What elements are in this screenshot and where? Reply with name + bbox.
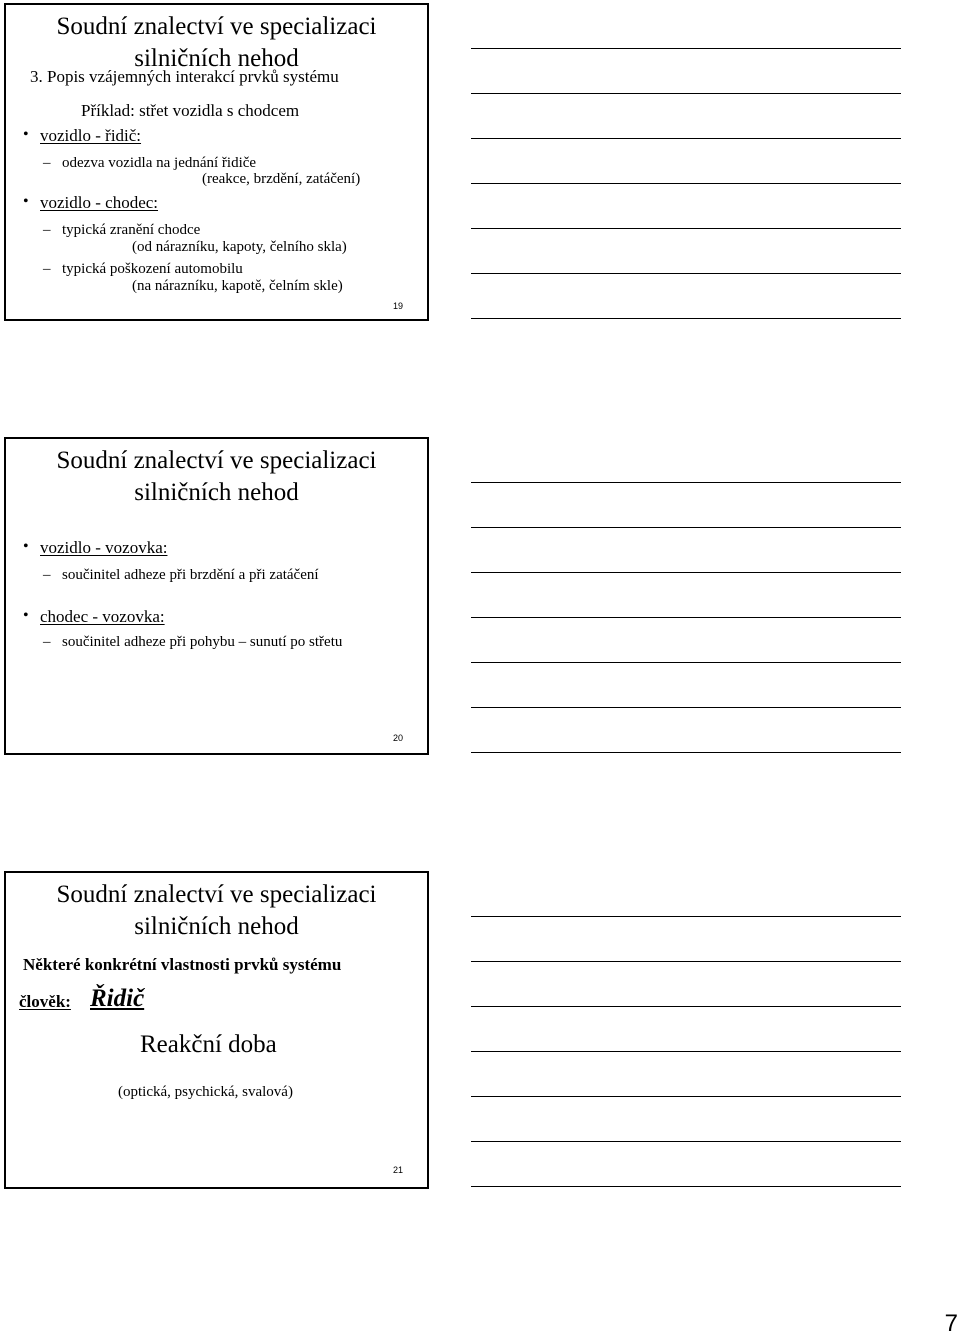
reaction-time: Reakční doba — [140, 1031, 277, 1058]
bullet-vehicle-pedestrian: • vozidlo - chodec: — [40, 193, 158, 213]
sub-vehicle-response-detail: (reakce, brzdění, zatáčení) — [202, 171, 361, 187]
note-line — [471, 93, 901, 94]
note-line — [471, 1096, 901, 1097]
note-line — [471, 482, 901, 483]
note-line — [471, 228, 901, 229]
sub-adhesion-braking — [43, 567, 319, 584]
slide-number: 19 — [392, 301, 403, 311]
sub-vehicle-response — [43, 155, 257, 172]
bullet-pedestrian-road: • chodec - vozovka: — [40, 607, 165, 627]
note-line — [471, 273, 901, 274]
note-line — [471, 138, 901, 139]
note-line — [471, 707, 901, 708]
slide-title: Soudní znalectví ve specializaci silničních nehod — [56, 13, 377, 72]
page-number: 7 — [944, 1310, 958, 1337]
bullet-vehicle-road: • vozidlo - vozovka: — [40, 538, 167, 558]
sub-text: součinitel adheze při pohybu – sunutí po střetu — [62, 634, 343, 650]
slide-20 — [4, 437, 429, 755]
note-line — [471, 527, 901, 528]
bullet-vehicle-driver: • vozidlo - řidič: — [40, 126, 141, 146]
slide-title: Soudní znalectví ve specializaci silničních nehod — [56, 881, 377, 940]
note-line — [471, 662, 901, 663]
dash-marker: – — [43, 567, 51, 583]
properties-heading: Některé konkrétní vlastnosti prvků systému — [23, 955, 342, 974]
sub-text: typická zranění chodce — [62, 222, 201, 238]
note-line — [471, 916, 901, 917]
slide-subtitle: 3. Popis vzájemných interakcí prvků systému — [30, 67, 339, 86]
slide-19 — [4, 3, 429, 321]
note-line — [471, 1186, 901, 1187]
driver-label: Řidič — [90, 985, 145, 1012]
note-line — [471, 617, 901, 618]
sub-text: typická poškození automobilu — [62, 261, 243, 277]
sub-pedestrian-injuries-detail: (od nárazníku, kapoty, čelního skla) — [132, 239, 347, 255]
sub-car-damage — [43, 261, 243, 278]
note-line — [471, 183, 901, 184]
slide-number: 21 — [392, 1165, 403, 1175]
slide-title: Soudní znalectví ve specializaci silničních nehod — [56, 447, 377, 506]
sub-text: součinitel adheze při brzdění a při zatáčení — [62, 567, 319, 583]
note-line — [471, 572, 901, 573]
sub-text: odezva vozidla na jednání řidiče — [62, 155, 257, 171]
sub-pedestrian-injuries — [43, 222, 201, 239]
note-line — [471, 961, 901, 962]
sub-adhesion-sliding — [43, 634, 343, 651]
slide-21 — [4, 871, 429, 1189]
note-line — [471, 1051, 901, 1052]
note-line — [471, 318, 901, 319]
dash-marker: – — [43, 634, 51, 650]
note-line — [471, 48, 901, 49]
reaction-time-note: (optická, psychická, svalová) — [118, 1084, 293, 1100]
note-line — [471, 1141, 901, 1142]
human-label: člověk: — [19, 992, 71, 1011]
dash-marker: – — [43, 261, 51, 277]
sub-car-damage-detail: (na nárazníku, kapotě, čelním skle) — [132, 278, 343, 294]
dash-marker: – — [43, 222, 51, 238]
slide-number: 20 — [392, 733, 403, 743]
note-line — [471, 752, 901, 753]
dash-marker: – — [43, 155, 51, 171]
example-heading: Příklad: střet vozidla s chodcem — [81, 101, 300, 120]
note-line — [471, 1006, 901, 1007]
